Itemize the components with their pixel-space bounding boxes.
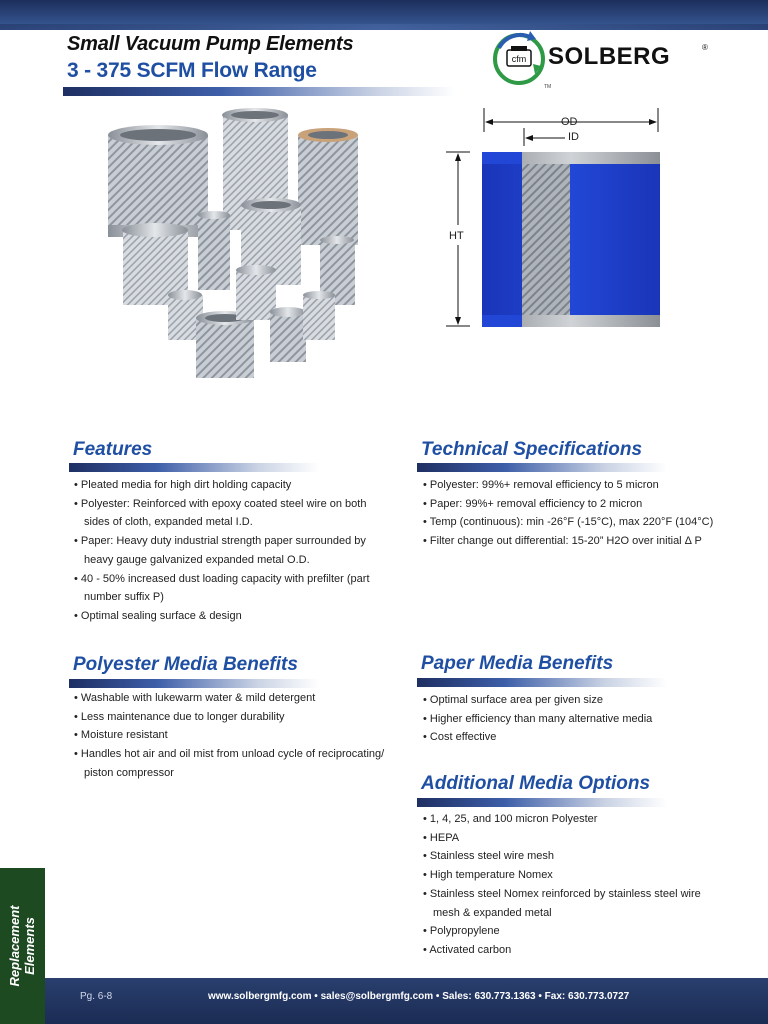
list-item: • Moisture resistant: [72, 726, 407, 745]
registered-mark: ®: [702, 43, 708, 52]
additional-options-divider: [417, 798, 667, 807]
recycle-arrows-icon: [495, 31, 543, 83]
list-item: • Polyester: Reinforced with epoxy coated steel wire on both sides of cloth, expanded metal I.D.: [72, 495, 392, 532]
paper-benefits-divider: [417, 678, 667, 687]
paper-benefits-list: [421, 691, 756, 747]
page-number: Pg. 6-8: [80, 991, 113, 1002]
tech-specs-divider: [417, 463, 667, 472]
list-item: • Washable with lukewarm water & mild detergent: [72, 689, 407, 708]
page-title: Small Vacuum Pump Elements: [67, 33, 354, 55]
list-item: • HEPA: [421, 829, 711, 848]
brand-name: SOLBERG: [548, 43, 671, 70]
list-item: • Temp (continuous): min -26°F (-15°C), max 220°F (104°C): [421, 513, 756, 532]
polyester-benefits-heading: Polyester Media Benefits: [73, 654, 298, 675]
top-banner: [0, 0, 768, 30]
polyester-benefits-list: [72, 689, 407, 783]
list-item: • Optimal surface area per given size: [421, 691, 756, 710]
features-list: [72, 476, 392, 626]
list-item: • Activated carbon: [421, 941, 711, 960]
filter-front-right-small: [270, 307, 306, 362]
tech-specs-list: [421, 476, 756, 551]
list-item: • Polypropylene: [421, 922, 711, 941]
filter-front-mid: [236, 265, 276, 320]
side-tab-line2: Elements: [22, 917, 37, 975]
list-item: • 40 - 50% increased dust loading capacity with prefilter (part number suffix P): [72, 570, 392, 607]
ht-label: HT: [449, 230, 464, 242]
filter-front-right: [303, 291, 335, 340]
filter-tall-right: [298, 128, 358, 245]
list-item: • Optimal sealing surface & design: [72, 607, 392, 626]
filter-small-slim: [198, 211, 230, 290]
contact-info: www.solbergmfg.com • sales@solbergmfg.com • Sales: 630.773.1363 • Fax: 630.773.0727: [208, 991, 630, 1002]
features-heading: Features: [73, 439, 153, 460]
trademark-mark: TM: [544, 84, 552, 90]
additional-options-list: [421, 810, 711, 960]
list-item: • Polyester: 99%+ removal efficiency to 5 micron: [421, 476, 756, 495]
list-item: • Stainless steel wire mesh: [421, 847, 711, 866]
svg-text:cfm: cfm: [511, 54, 527, 64]
title-divider: [63, 87, 455, 96]
list-item: • 1, 4, 25, and 100 micron Polyester: [421, 810, 711, 829]
filter-large-left: [108, 125, 208, 237]
filter-front-center: [196, 311, 254, 378]
list-item: • Handles hot air and oil mist from unload cycle of reciprocating/ piston compressor: [72, 745, 407, 782]
list-item: • Higher efficiency than many alternative media: [421, 710, 756, 729]
id-label: ID: [568, 131, 579, 143]
list-item: • Less maintenance due to longer durability: [72, 708, 407, 727]
list-item: • Stainless steel Nomex reinforced by stainless steel wire mesh & expanded metal: [421, 885, 711, 922]
additional-options-heading: Additional Media Options: [421, 773, 651, 794]
list-item: • Paper: 99%+ removal efficiency to 2 micron: [421, 495, 756, 514]
od-label: OD: [561, 116, 578, 128]
list-item: • Cost effective: [421, 728, 756, 747]
list-item: • Pleated media for high dirt holding capacity: [72, 476, 392, 495]
list-item: • Paper: Heavy duty industrial strength paper surrounded by heavy gauge galvanized expanded metal O.D.: [72, 532, 392, 569]
features-divider: [69, 463, 319, 472]
page-subtitle: 3 - 375 SCFM Flow Range: [67, 59, 317, 82]
side-tab-line1: Replacement: [7, 905, 22, 987]
list-item: • High temperature Nomex: [421, 866, 711, 885]
side-tab-label: [7, 906, 37, 987]
product-photo-filters: [98, 100, 368, 390]
list-item: • Filter change out differential: 15-20” H2O over initial Δ P: [421, 532, 756, 551]
tech-specs-heading: Technical Specifications: [421, 439, 643, 460]
paper-benefits-heading: Paper Media Benefits: [421, 653, 614, 674]
polyester-benefits-divider: [69, 679, 319, 688]
element-dimension-diagram: [430, 100, 680, 340]
